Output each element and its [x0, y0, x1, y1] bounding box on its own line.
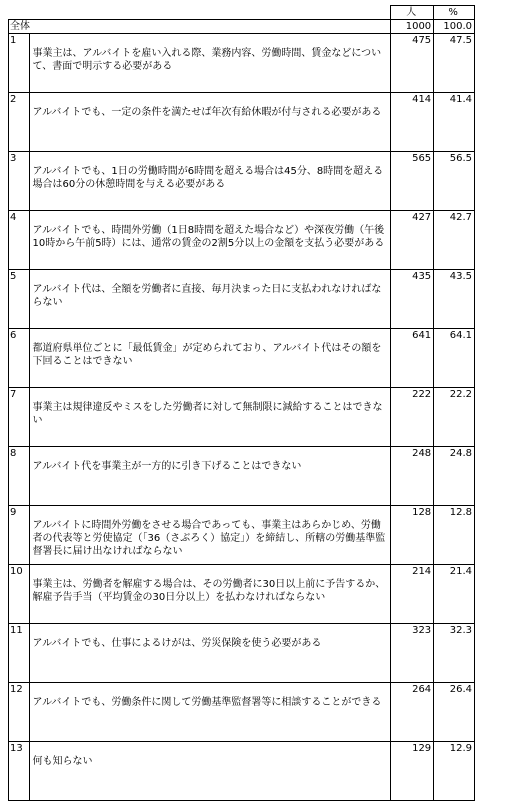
row-pct: 56.5: [434, 152, 475, 211]
table-row: [9, 152, 475, 211]
row-count: 435: [391, 270, 434, 329]
row-count: 128: [391, 506, 434, 565]
row-number: 11: [9, 624, 30, 683]
header-count-label: 人: [391, 6, 434, 20]
row-count: 565: [391, 152, 434, 211]
row-number: 12: [9, 683, 30, 742]
table-row: [9, 211, 475, 270]
row-number: 5: [9, 270, 30, 329]
row-pct: 41.4: [434, 93, 475, 152]
table-row: [9, 742, 475, 801]
table-row: [9, 624, 475, 683]
table-row: [9, 506, 475, 565]
total-pct: 100.0: [434, 20, 475, 34]
row-text: アルバイトでも、一定の条件を満たせば年次有給休暇が付与される必要がある: [30, 93, 391, 152]
row-number: 10: [9, 565, 30, 624]
table-row: [9, 93, 475, 152]
header-empty-num: [9, 6, 30, 20]
row-number: 8: [9, 447, 30, 506]
header-row-units: [9, 6, 475, 20]
total-count: 1000: [391, 20, 434, 34]
table-row: [9, 270, 475, 329]
row-text: 事業主は、アルバイトを雇い入れる際、業務内容、労働時間、賃金などについて、書面で明示する必要がある: [30, 34, 391, 93]
table-row: [9, 388, 475, 447]
row-text: アルバイトに時間外労働をさせる場合であっても、事業主はあらかじめ、労働者の代表等と労使協定（「36（さぶろく）協定」）を締結し、所轄の労働基準監督署長に届け出なければならない: [30, 506, 391, 565]
row-number: 13: [9, 742, 30, 801]
row-pct: 12.9: [434, 742, 475, 801]
row-count: 264: [391, 683, 434, 742]
row-text: 事業主は、労働者を解雇する場合は、その労働者に30日以上前に予告するか、解雇予告手当（平均賃金の30日分以上）を払わなければならない: [30, 565, 391, 624]
row-number: 4: [9, 211, 30, 270]
row-count: 475: [391, 34, 434, 93]
total-label: [9, 20, 391, 34]
total-label-text: 全体: [10, 21, 30, 32]
row-text: 事業主は規律違反やミスをした労働者に対して無制限に減給することはできない: [30, 388, 391, 447]
survey-table-body: [9, 6, 475, 801]
row-pct: 24.8: [434, 447, 475, 506]
row-count: 129: [391, 742, 434, 801]
row-pct: 47.5: [434, 34, 475, 93]
header-empty-text: [30, 6, 391, 20]
row-count: 248: [391, 447, 434, 506]
row-text: 都道府県単位ごとに「最低賃金」が定められており、アルバイト代はその額を下回ることはできない: [30, 329, 391, 388]
row-number: 2: [9, 93, 30, 152]
table-row: [9, 329, 475, 388]
row-pct: 32.3: [434, 624, 475, 683]
survey-table-container: [8, 5, 475, 801]
row-pct: 22.2: [434, 388, 475, 447]
survey-table: [8, 5, 475, 801]
table-row: [9, 565, 475, 624]
row-count: 414: [391, 93, 434, 152]
row-text: アルバイトでも、1日の労働時間が6時間を超える場合は45分、8時間を超える場合は60分の休憩時間を与える必要がある: [30, 152, 391, 211]
row-pct: 43.5: [434, 270, 475, 329]
row-count: 222: [391, 388, 434, 447]
row-text: アルバイト代は、全額を労働者に直接、毎月決まった日に支払われなければならない: [30, 270, 391, 329]
table-row: [9, 447, 475, 506]
row-text: アルバイトでも、労働条件に関して労働基準監督署等に相談することができる: [30, 683, 391, 742]
row-count: 641: [391, 329, 434, 388]
row-count: 427: [391, 211, 434, 270]
row-pct: 42.7: [434, 211, 475, 270]
row-pct: 21.4: [434, 565, 475, 624]
row-pct: 64.1: [434, 329, 475, 388]
row-number: 6: [9, 329, 30, 388]
row-count: 323: [391, 624, 434, 683]
row-number: 7: [9, 388, 30, 447]
row-text: アルバイトでも、仕事によるけがは、労災保険を使う必要がある: [30, 624, 391, 683]
table-row: [9, 683, 475, 742]
row-number: 9: [9, 506, 30, 565]
row-text: アルバイトでも、時間外労働（1日8時間を超えた場合など）や深夜労働（午後10時から午前5時）には、通常の賃金の2割5分以上の金額を支払う必要がある: [30, 211, 391, 270]
table-row: [9, 34, 475, 93]
row-number: 1: [9, 34, 30, 93]
row-pct: 26.4: [434, 683, 475, 742]
row-number: 3: [9, 152, 30, 211]
header-pct-label: %: [434, 6, 475, 20]
row-pct: 12.8: [434, 506, 475, 565]
row-text: アルバイト代を事業主が一方的に引き下げることはできない: [30, 447, 391, 506]
row-text: 何も知らない: [30, 742, 391, 801]
header-row-total: [9, 20, 475, 34]
row-count: 214: [391, 565, 434, 624]
